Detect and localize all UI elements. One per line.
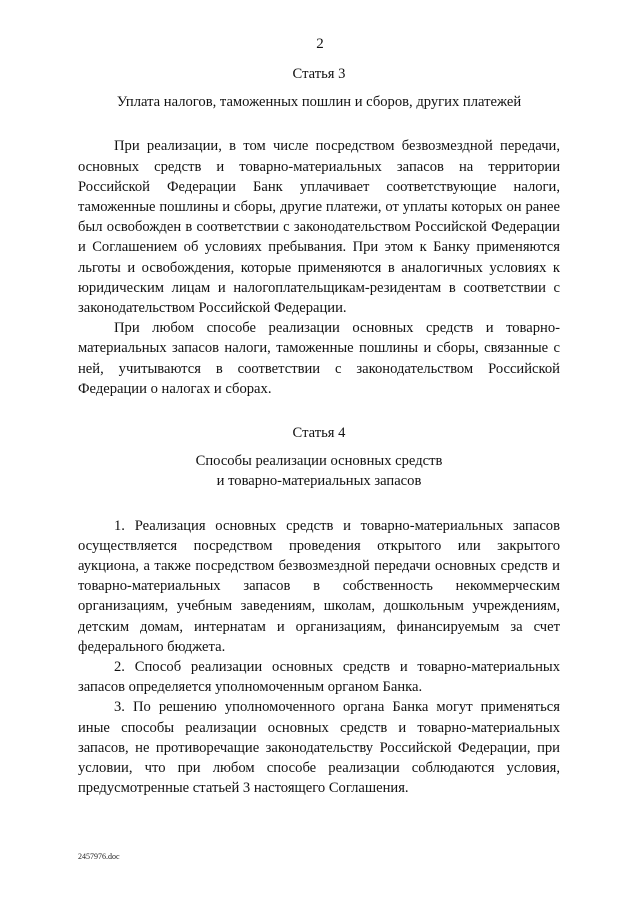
article-4-paragraph-2: 2. Способ реализации основных средств и товарно-материальных запасов определяется уполномоченным органом Банка. <box>78 659 560 696</box>
document-body <box>78 64 560 799</box>
article-3-title: Уплата налогов, таможенных пошлин и сборов, других платежей <box>116 94 522 111</box>
article-4-heading: Статья 4 <box>292 425 346 442</box>
article-4 <box>78 423 560 798</box>
footer-doc-reference: 2457976.doc <box>78 852 120 861</box>
article-3-paragraph-1: При реализации, в том числе посредством безвозмездной передачи, основных средств и товарно-материальных запасов на территории Российской Федерации Банк уплачивает соответствующие налоги, таможенные пошлины и сборы, другие платежи, от уплаты которых он ранее был освобожден в соответствии с законодательством Российской Федерации и Соглашением об условиях пребывания. При этом к Банку применяются льготы и освобождения, которые применяются в аналогичных условиях к юридическим лицам и налогоплательщикам-резидентам в соответствии с законодательством Российской Федерации. <box>78 138 560 317</box>
article-3-paragraph-2: При любом способе реализации основных средств и товарно-материальных запасов налоги, таможенные пошлины и сборы, связанные с ней, учитываются в соответствии с законодательством Российской Федерации о налогах и сборах. <box>78 320 560 397</box>
article-3 <box>78 64 560 399</box>
article-4-paragraph-3: 3. По решению уполномоченного органа Банка могут применяться иные способы реализации основных средств и товарно-материальных запасов, не противоречащие законодательству Российской Федерации, при условии, что при любом способе реализации соблюдаются условия, предусмотренные статьей 3 настоящего Соглашения. <box>78 699 560 797</box>
page-number: 2 <box>316 36 324 52</box>
article-3-heading: Статья 3 <box>292 66 346 82</box>
article-4-title-line-2: и товарно-материальных запасов <box>216 473 422 490</box>
article-4-title-line-1: Способы реализации основных средств <box>195 453 443 470</box>
article-4-paragraph-1: 1. Реализация основных средств и товарно-материальных запасов осуществляется посредством проведения открытого или закрытого аукциона, а также посредством безвозмездной передачи основных средств и товарно-материальных запасов в собственность некоммерческим организациям, учебным заведениям, школам, дошкольным учреждениям, детским домам, интернатам и организациям, финансируемым за счет федерального бюджета. <box>78 517 560 655</box>
